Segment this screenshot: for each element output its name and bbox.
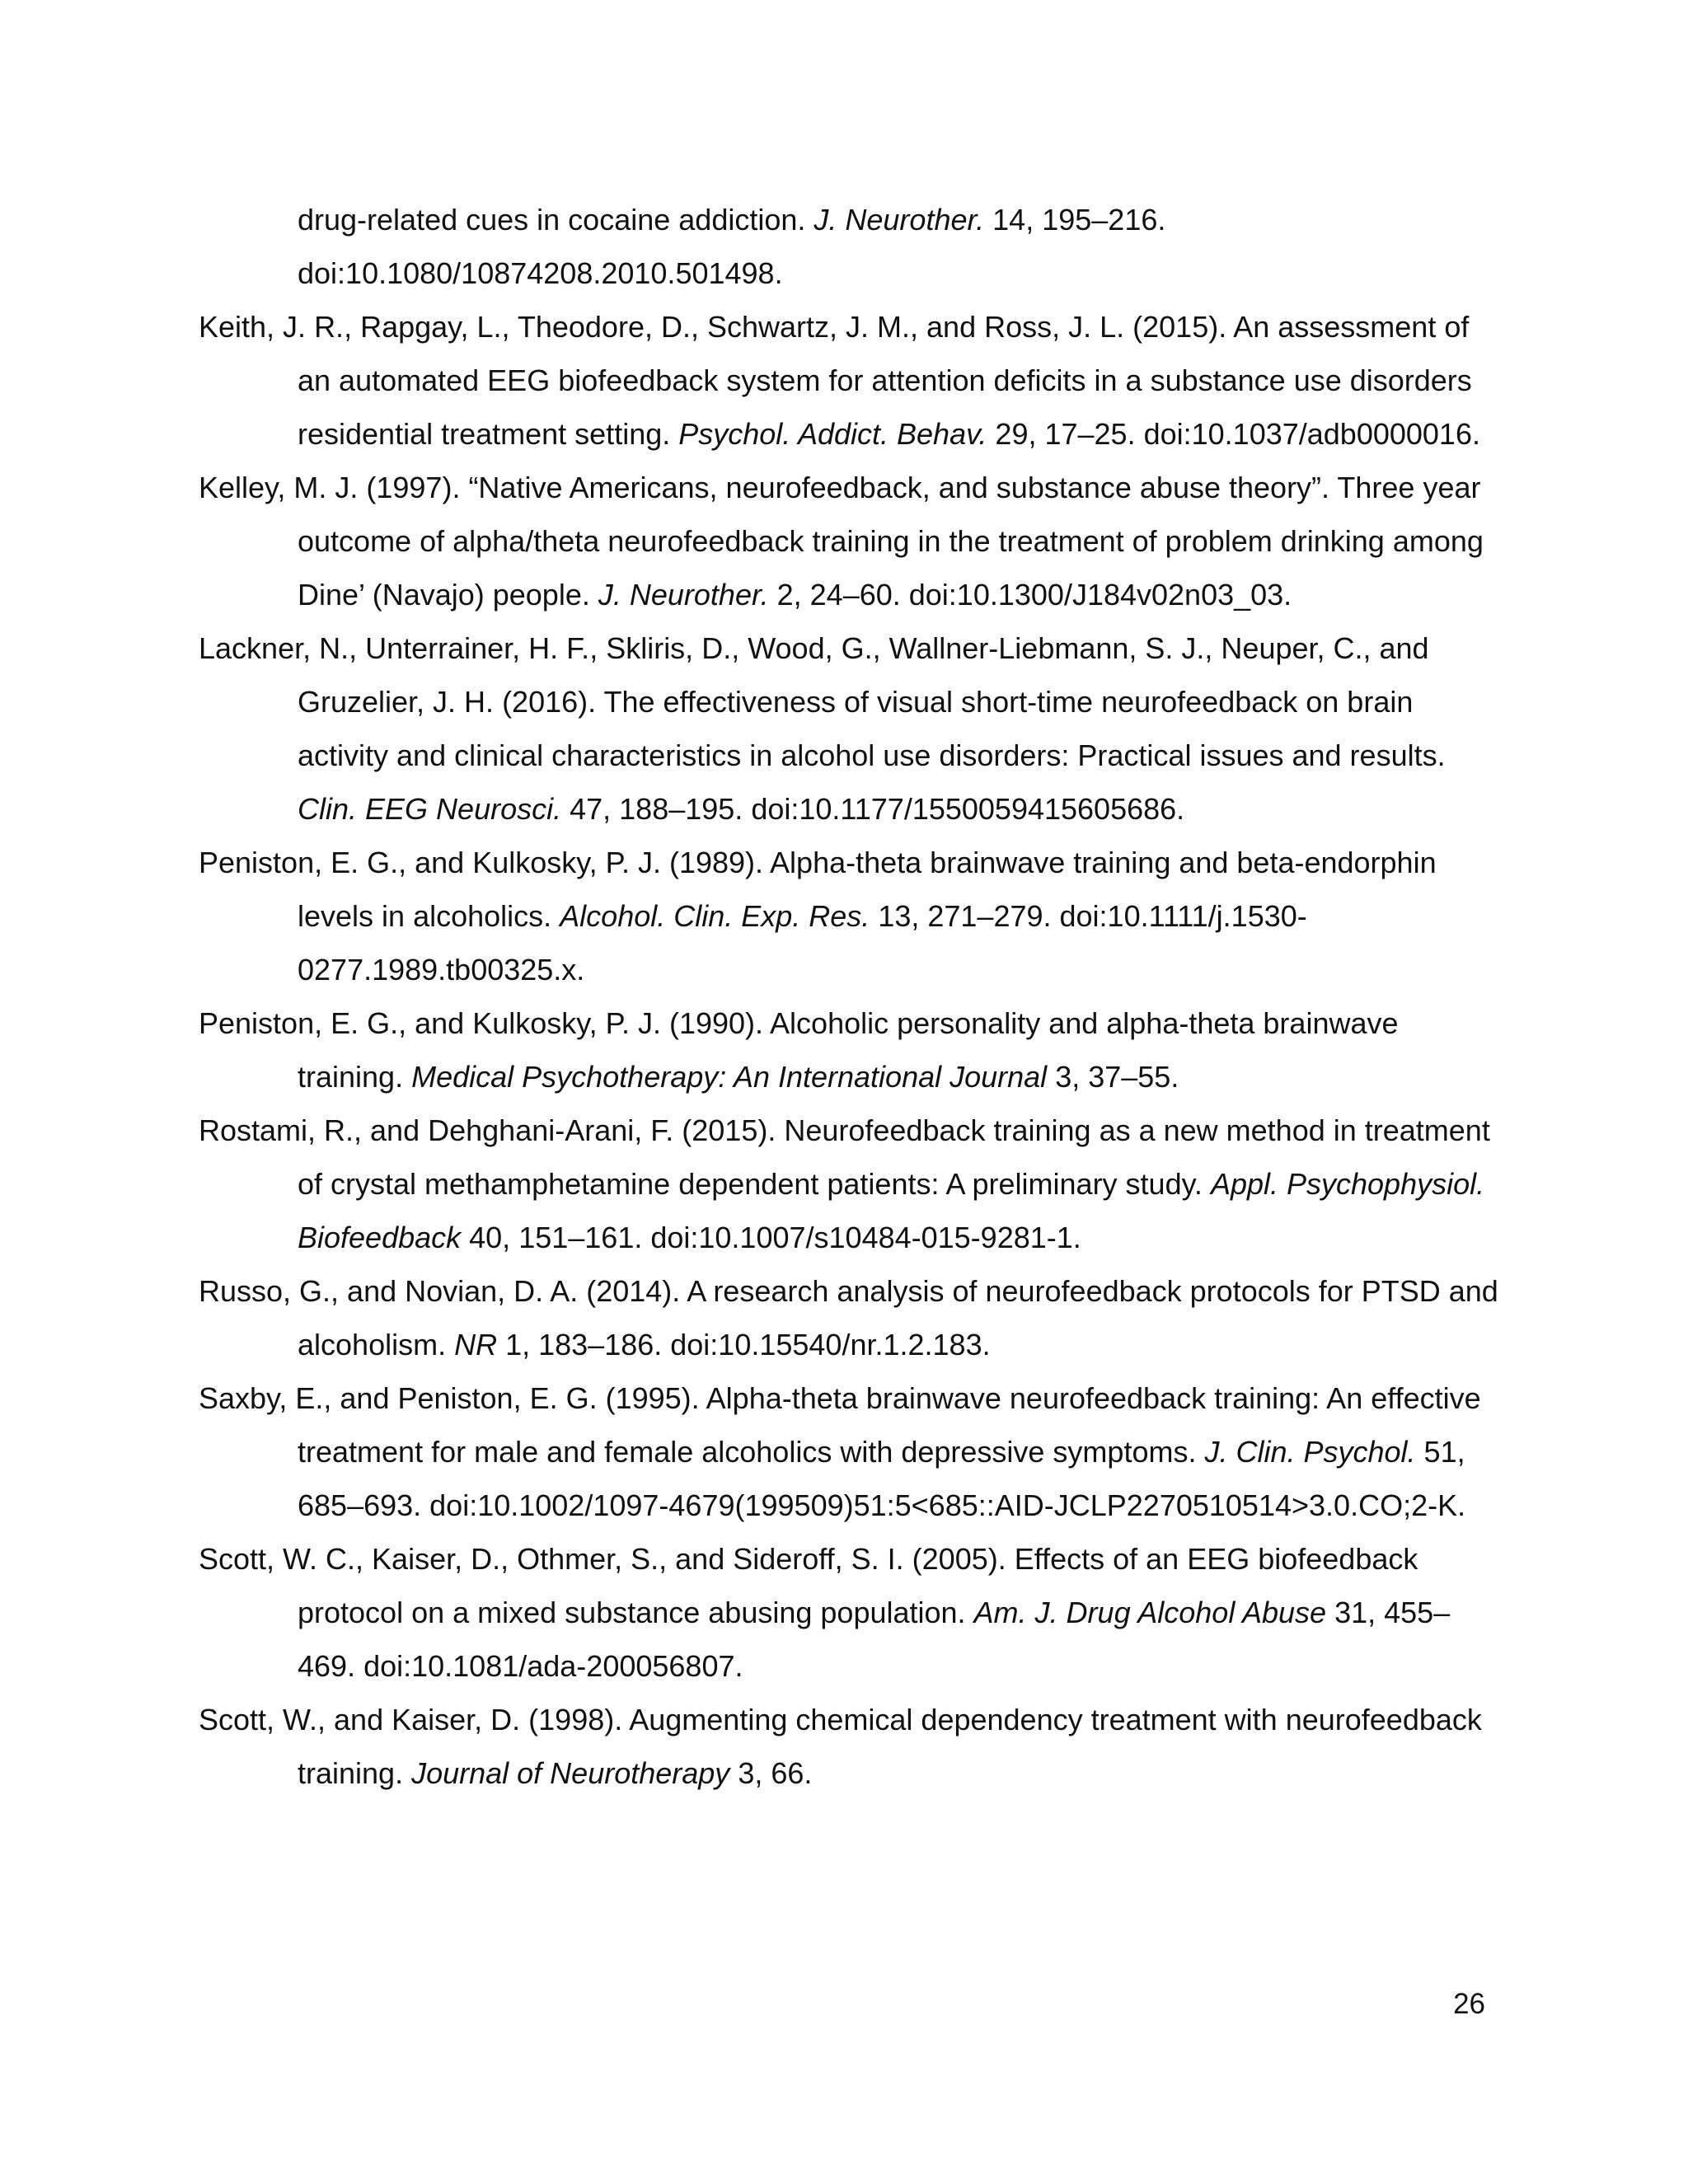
journal-title: Psychol. Addict. Behav. bbox=[678, 417, 987, 451]
journal-title: Alcohol. Clin. Exp. Res. bbox=[560, 899, 870, 933]
reference-entry bbox=[199, 1693, 1501, 1800]
journal-title: Medical Psychotherapy: An International Journal bbox=[411, 1060, 1048, 1094]
reference-text: 14, 195–216. doi:10.1080/10874208.2010.501498. bbox=[298, 203, 1175, 290]
reference-entry bbox=[199, 193, 1501, 300]
page-number: 26 bbox=[1453, 1988, 1485, 2020]
reference-text: Scott, W. C., Kaiser, D., Othmer, S., and Sideroff, S. I. (2005). Effects of an EEG biofeedback protocol on a mixed substance abusing population. bbox=[199, 1542, 1418, 1629]
reference-text: Peniston, E. G., and Kulkosky, P. J. (1989). Alpha-theta brainwave training and beta-endorphin levels in alcoholics. bbox=[199, 846, 1437, 933]
reference-text: 3, 66. bbox=[729, 1756, 813, 1790]
reference-text: Kelley, M. J. (1997). “Native Americans, neurofeedback, and substance abuse theory”. Three year outcome of alpha/theta neurofeedback training in the treatment of problem drinking among Dine’ (Navajo) people. bbox=[199, 471, 1484, 612]
reference-text: Saxby, E., and Peniston, E. G. (1995). Alpha-theta brainwave neurofeedback training: An effective treatment for male and female alcoholics with depressive symptoms. bbox=[199, 1381, 1481, 1469]
reference-text: Lackner, N., Unterrainer, H. F., Skliris, D., Wood, G., Wallner-Liebmann, S. J., Neuper, C., and Gruzelier, J. H. (2016). The effectiveness of visual short-time neurofeedback on brain activity and clinical characteristics in alcohol use disorders: Practical issues and results. bbox=[199, 631, 1454, 772]
journal-title: Am. J. Drug Alcohol Abuse bbox=[973, 1596, 1327, 1629]
reference-entry bbox=[199, 621, 1501, 836]
reference-list bbox=[199, 193, 1501, 1800]
reference-text: 29, 17–25. doi:10.1037/adb0000016. bbox=[987, 417, 1480, 451]
reference-entry bbox=[199, 461, 1501, 621]
journal-title: J. Neurother. bbox=[814, 203, 985, 237]
reference-text: 47, 188–195. doi:10.1177/1550059415605686. bbox=[561, 792, 1185, 826]
journal-title: J. Neurother. bbox=[598, 578, 769, 612]
reference-entry bbox=[199, 836, 1501, 996]
reference-text: 13, 271–279. doi:10.1111/j.1530-0277.1989.tb00325.x. bbox=[298, 899, 1307, 987]
reference-entry bbox=[199, 1371, 1501, 1532]
reference-text: drug-related cues in cocaine addiction. bbox=[298, 203, 814, 237]
reference-text: 2, 24–60. doi:10.1300/J184v02n03_03. bbox=[768, 578, 1292, 612]
reference-text: Russo, G., and Novian, D. A. (2014). A research analysis of neurofeedback protocols for PTSD and alcoholism. bbox=[199, 1274, 1498, 1361]
reference-entry bbox=[199, 1532, 1501, 1693]
journal-title: J. Clin. Psychol. bbox=[1204, 1435, 1416, 1469]
journal-title: NR bbox=[454, 1328, 498, 1361]
reference-text: Scott, W., and Kaiser, D. (1998). Augmenting chemical dependency treatment with neurofeedback training. bbox=[199, 1703, 1482, 1790]
reference-text: Keith, J. R., Rapgay, L., Theodore, D., Schwartz, J. M., and Ross, J. L. (2015). An assessment of an automated EEG biofeedback system for attention deficits in a substance use disorders residential treatment setting. bbox=[199, 310, 1472, 451]
reference-entry bbox=[199, 1264, 1501, 1371]
reference-text: Peniston, E. G., and Kulkosky, P. J. (1990). Alcoholic personality and alpha-theta brainwave training. bbox=[199, 1006, 1399, 1094]
journal-title: Appl. Psychophysiol. Biofeedback bbox=[298, 1167, 1485, 1254]
reference-entry bbox=[199, 1104, 1501, 1264]
reference-text: 3, 37–55. bbox=[1047, 1060, 1179, 1094]
reference-text: 1, 183–186. doi:10.15540/nr.1.2.183. bbox=[497, 1328, 991, 1361]
reference-text: 31, 455–469. doi:10.1081/ada-200056807. bbox=[298, 1596, 1451, 1683]
reference-text: Rostami, R., and Dehghani-Arani, F. (2015). Neurofeedback training as a new method in treatment of crystal methamphetamine dependent patients: A preliminary study. bbox=[199, 1113, 1490, 1201]
journal-title: Journal of Neurotherapy bbox=[411, 1756, 730, 1790]
journal-title: Clin. EEG Neurosci. bbox=[298, 792, 562, 826]
reference-text: 40, 151–161. doi:10.1007/s10484-015-9281-1. bbox=[461, 1221, 1081, 1254]
reference-entry bbox=[199, 996, 1501, 1104]
reference-entry bbox=[199, 300, 1501, 461]
reference-text: 51, 685–693. doi:10.1002/1097-4679(199509)51:5<685::AID-JCLP2270510514>3.0.CO;2-K. bbox=[298, 1435, 1466, 1522]
